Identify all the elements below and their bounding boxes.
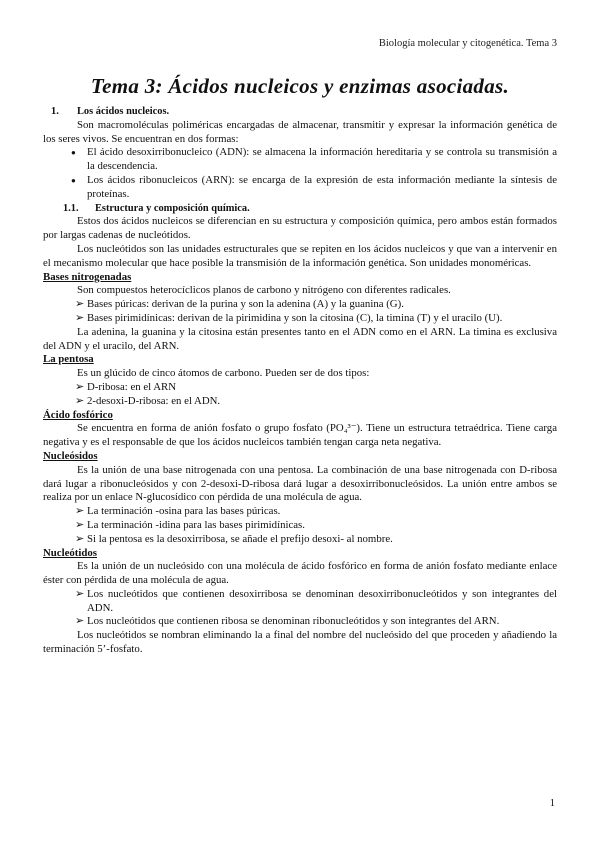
page-title: Tema 3: Ácidos nucleicos y enzimas asociadas. <box>90 74 510 98</box>
paragraph: Es un glúcido de cinco átomos de carbono. Pueden ser de dos tipos: <box>77 367 370 380</box>
list-item: ➢ Bases pirimidínicas: derivan de la pirimidina y son la citosina (C), la timina (T) y el uracilo (U). <box>75 311 503 324</box>
bullet-icon: ● <box>71 148 76 158</box>
arrow-bullet-icon: ➢ <box>75 311 85 324</box>
heading-pentosa: La pentosa <box>43 353 94 366</box>
paragraph: Se encuentra en forma de anión fosfato o grupo fosfato (PO₄³⁻). Tiene un estructura tetraédrica. Tiene carga negativa y es el responsable de que los ácidos nucleicos también tengan carga neta negativa. <box>43 422 557 449</box>
paragraph: Es la unión de una base nitrogenada con una pentosa. La combinación de una base nitrogenada con D-ribosa dará lugar a ribonucleósidos y con 2-desoxi-D-ribosa dará lugar a desoxirribonucleósidos. La unión entre ambos se realiza por un enlace N-glucosídico con pérdida de una molécula de agua. <box>43 463 557 504</box>
arrow-bullet-icon: ➢ <box>75 518 85 531</box>
arrow-bullet-icon: ➢ <box>75 615 85 628</box>
section-heading: 1. Los ácidos nucleicos. <box>51 106 170 117</box>
list-item: ➢ Bases púricas: derivan de la purina y son la adenina (A) y la guanina (G). <box>75 298 404 311</box>
arrow-bullet-icon: ➢ <box>75 505 85 518</box>
list-item: ● El ácido desoxirribonucleico (ADN): se almacena la información hereditaria y se controla su transmisión a la descendencia. <box>71 146 557 173</box>
heading-nucleotidos: Nucleótidos <box>43 546 97 559</box>
bullet-icon: ● <box>71 175 76 185</box>
list-item: ➢ 2-desoxi-D-ribosa: en el ADN. <box>75 394 221 407</box>
list-item: ➢ Los nucleótidos que contienen ribosa se denominan ribonucleótidos y son integrantes del ARN. <box>75 615 500 628</box>
arrow-bullet-icon: ➢ <box>75 298 85 311</box>
paragraph: Son macromoléculas poliméricas encargadas de almacenar, transmitir y expresar la información genética de los seres vivos. Se encuentran en dos formas: <box>43 118 557 145</box>
arrow-bullet-icon: ➢ <box>75 587 85 600</box>
paragraph: Es la unión de un nucleósido con una molécula de ácido fosfórico en forma de anión fosfato mediante enlace éster con pérdida de una molécula de agua. <box>43 560 557 587</box>
heading-bases: Bases nitrogenadas <box>43 270 132 283</box>
arrow-bullet-icon: ➢ <box>75 394 85 407</box>
list-item: ➢ D-ribosa: en el ARN <box>75 380 177 393</box>
list-item: ➢ La terminación -idina para las bases pirimidínicas. <box>75 518 305 531</box>
list-item: ● Los ácidos ribonucleicos (ARN): se encarga de la expresión de esta información mediante la síntesis de proteínas. <box>71 173 557 200</box>
subsection-heading: 1.1. Estructura y composición química. <box>63 202 250 214</box>
arrow-bullet-icon: ➢ <box>75 380 85 393</box>
list-item: ➢ Los nucleótidos que contienen desoxirribosa se denominan desoxirribonucleótidos y son integrantes del ADN. <box>75 587 557 614</box>
arrow-bullet-icon: ➢ <box>75 532 85 545</box>
document-body <box>43 105 557 657</box>
paragraph: Los nucleótidos se nombran eliminando la a final del nombre del nucleósido del que proceden y añadiendo la terminación 5’-fosfato. <box>43 629 557 656</box>
paragraph: Son compuestos heterocíclicos planos de carbono y nitrógeno con diferentes radicales. <box>77 284 451 297</box>
heading-fosforico: Ácido fosfórico <box>43 408 113 421</box>
running-header: Biología molecular y citogenética. Tema 3 <box>378 38 557 49</box>
list-item: ➢ La terminación -osina para las bases púricas. <box>75 505 281 518</box>
paragraph: La adenina, la guanina y la citosina están presentes tanto en el ADN como en el ARN. La timina es exclusiva del ADN y el uracilo, del ARN. <box>43 325 557 352</box>
list-item: ➢ Si la pentosa es la desoxirribosa, se añade el prefijo desoxi- al nombre. <box>75 532 393 545</box>
paragraph: Estos dos ácidos nucleicos se diferencian en su estructura y composición química, pero ambos están formados por largas cadenas de nucleótidos. <box>43 215 557 242</box>
page-number: 1 <box>549 798 555 809</box>
paragraph: Los nucleótidos son las unidades estructurales que se repiten en los ácidos nucleicos y que van a intervenir en el mecanismo molecular que hace posible la transmisión de la información genética. Son unidades monoméricas. <box>43 242 557 269</box>
heading-nucleosidos: Nucleósidos <box>43 449 98 462</box>
